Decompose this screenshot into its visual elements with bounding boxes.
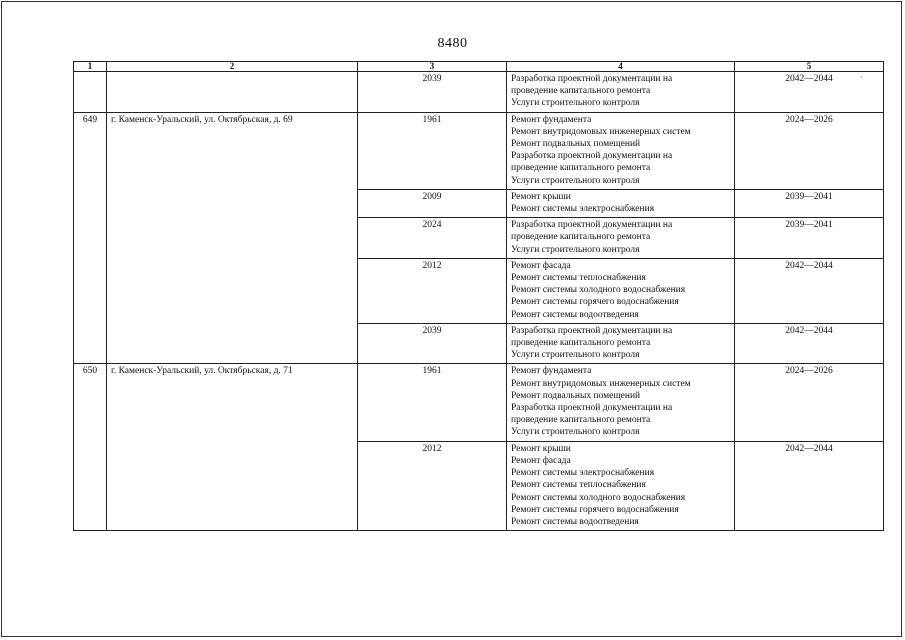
work-item: Разработка проектной документации на: [511, 74, 673, 84]
address-cell: [107, 72, 358, 113]
work-item: Услуги строительного контроля: [511, 427, 640, 438]
capital-repair-table: [73, 61, 884, 531]
stray-mark: ·: [860, 73, 863, 82]
period-cell: 2039—2041: [735, 189, 884, 217]
work-item: Ремонт системы горячего водоснабжения: [511, 504, 679, 515]
work-item: проведение капитального ремонта: [511, 163, 651, 174]
work-item: Ремонт внутридомовых инженерных систем: [511, 378, 691, 389]
work-item: Ремонт системы водоотведения: [511, 309, 639, 320]
work-item: Разработка проектной документации на: [511, 403, 673, 414]
period-cell: 2024—2026: [735, 364, 884, 441]
year-cell: 2039: [358, 323, 507, 364]
works-cell: [507, 72, 735, 113]
table-row: [74, 364, 884, 441]
year-cell: 2012: [358, 258, 507, 323]
period-cell: 2024—2026: [735, 112, 884, 189]
work-item: Ремонт системы холодного водоснабжения: [511, 285, 686, 296]
work-item: Ремонт крыши: [511, 191, 571, 202]
row-number-cell: 650: [74, 364, 107, 531]
work-item: проведение капитального ремонта: [511, 415, 651, 426]
works-cell: [507, 441, 735, 530]
work-item: Ремонт внутридомовых инженерных систем: [511, 126, 691, 137]
work-item: Услуги строительного контроля: [511, 98, 640, 109]
year-cell: 2009: [358, 189, 507, 217]
page-number: 8480: [437, 36, 468, 51]
work-item: Разработка проектной документации на: [511, 220, 673, 231]
column-number-row: [74, 62, 884, 72]
work-item: проведение капитального ремонта: [511, 86, 651, 97]
work-item: проведение капитального ремонта: [511, 338, 651, 349]
row-number-cell: [74, 72, 107, 113]
work-item: Разработка проектной документации на: [511, 325, 673, 336]
table-row: [74, 112, 884, 189]
year-cell: 1961: [358, 364, 507, 441]
work-item: Ремонт подвальных помещений: [511, 139, 641, 150]
year-cell: 1961: [358, 112, 507, 189]
work-item: Ремонт системы водоотведения: [511, 516, 639, 527]
period-cell: 2039—2041: [735, 218, 884, 259]
column-number: 1: [74, 62, 107, 72]
work-item: Ремонт системы электроснабжения: [511, 204, 655, 215]
works-cell: [507, 189, 735, 217]
work-item: Ремонт фундамента: [511, 366, 592, 377]
works-cell: [507, 218, 735, 259]
column-number: 2: [107, 62, 358, 72]
address-cell: г. Каменск-Уральский, ул. Октябрьская, д. 71: [107, 364, 358, 531]
period-cell: 2042—2044: [735, 441, 884, 530]
work-item: Ремонт системы холодного водоснабжения: [511, 492, 686, 503]
works-cell: [507, 258, 735, 323]
address-cell: г. Каменск-Уральский, ул. Октябрьская, д. 69: [107, 112, 358, 364]
row-number-cell: 649: [74, 112, 107, 364]
period-cell: 2042—2044: [735, 72, 884, 113]
works-cell: [507, 364, 735, 441]
work-item: Ремонт фасада: [511, 455, 571, 466]
column-number: 4: [507, 62, 735, 72]
work-item: Ремонт фундамента: [511, 114, 592, 125]
work-item: Услуги строительного контроля: [511, 350, 640, 361]
column-number: 3: [358, 62, 507, 72]
year-cell: 2039: [358, 72, 507, 113]
period-cell: 2042—2044: [735, 323, 884, 364]
work-item: Ремонт системы электроснабжения: [511, 468, 655, 479]
year-cell: 2024: [358, 218, 507, 259]
period-cell: 2042—2044: [735, 258, 884, 323]
work-item: Ремонт системы теплоснабжения: [511, 273, 646, 284]
work-item: Услуги строительного контроля: [511, 244, 640, 255]
work-item: Ремонт крыши: [511, 443, 571, 454]
work-item: Разработка проектной документации на: [511, 151, 673, 162]
work-item: Ремонт подвальных помещений: [511, 390, 641, 401]
work-item: Ремонт системы теплоснабжения: [511, 480, 646, 491]
work-item: Ремонт фасада: [511, 260, 571, 271]
work-item: Ремонт системы горячего водоснабжения: [511, 297, 679, 308]
work-item: Услуги строительного контроля: [511, 175, 640, 186]
works-cell: [507, 112, 735, 189]
work-item: проведение капитального ремонта: [511, 232, 651, 243]
column-number: 5: [735, 62, 884, 72]
year-cell: 2012: [358, 441, 507, 530]
table-row: [74, 72, 884, 113]
works-cell: [507, 323, 735, 364]
